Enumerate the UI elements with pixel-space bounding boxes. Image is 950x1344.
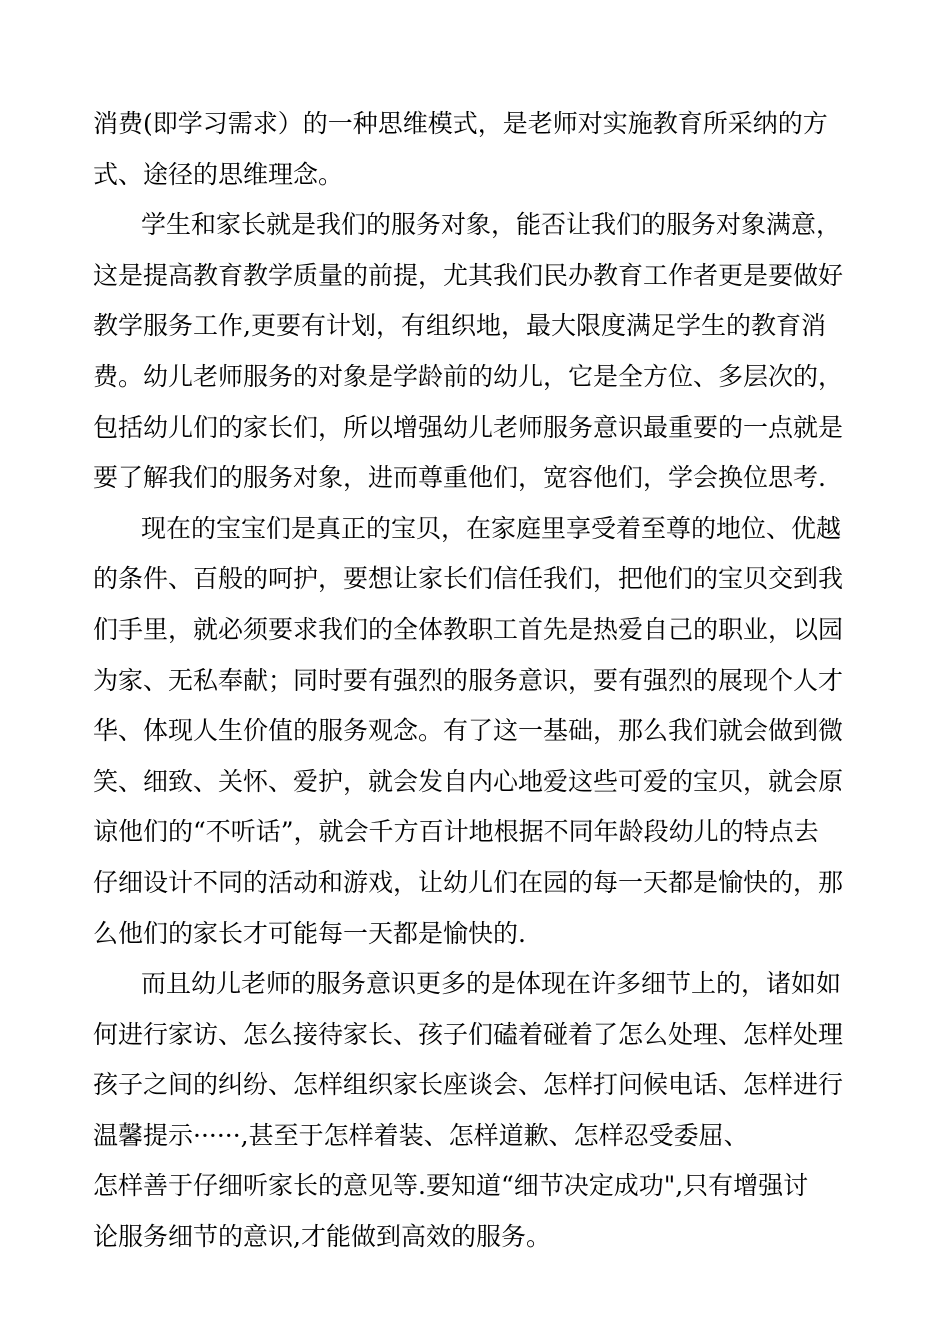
text-line: 们手里，就必须要求我们的全体教职工首先是热爱自己的职业，以园 <box>93 614 844 644</box>
text-line: 式、途径的思维理念。 <box>93 159 344 189</box>
text-line: 学生和家长就是我们的服务对象，能否让我们的服务对象满意， <box>141 210 842 240</box>
text-line: 温馨提示······,甚至于怎样着装、怎样道歉、怎样忍受委屈、 <box>93 1120 749 1150</box>
text-line: 华、体现人生价值的服务观念。有了这一基础，那么我们就会做到微 <box>93 716 844 746</box>
text-line: 为家、无私奉献；同时要有强烈的服务意识，要有强烈的展现个人才 <box>93 665 844 695</box>
text-line: 现在的宝宝们是真正的宝贝，在家庭里享受着至尊的地位、优越 <box>141 513 842 543</box>
text-line: 费。幼儿老师服务的对象是学龄前的幼儿，它是全方位、多层次的， <box>93 361 844 391</box>
text-line: 这是提高教育教学质量的前提，尤其我们民办教育工作者更是要做好 <box>93 260 844 290</box>
text-line: 论服务细节的意识,才能做到高效的服务。 <box>93 1222 551 1252</box>
text-line: 仔细设计不同的活动和游戏，让幼儿们在园的每一天都是愉快的，那 <box>93 867 844 897</box>
text-line: 怎样善于仔细听家长的意见等.要知道“细节决定成功",只有增强讨 <box>93 1171 809 1201</box>
text-line: 笑、细致、关怀、爱护，就会发自内心地爱这些可爱的宝贝，就会原 <box>93 766 844 796</box>
text-line: 的条件、百般的呵护，要想让家长们信任我们，把他们的宝贝交到我 <box>93 564 844 594</box>
text-line: 要了解我们的服务对象，进而尊重他们，宽容他们，学会换位思考. <box>93 463 826 493</box>
text-line: 包括幼儿们的家长们，所以增强幼儿老师服务意识最重要的一点就是 <box>93 412 844 442</box>
paragraph-3 <box>93 504 873 959</box>
document-body <box>93 99 873 1263</box>
text-line: 教学服务工作,更要有计划，有组织地，最大限度满足学生的教育消 <box>93 311 826 341</box>
text-line: 孩子之间的纠纷、怎样组织家长座谈会、怎样打问候电话、怎样进行 <box>93 1070 844 1100</box>
paragraph-2 <box>93 200 873 504</box>
paragraph-1 <box>93 99 873 200</box>
text-line: 消费(即学习需求）的一种思维模式，是老师对实施教育所采纳的方 <box>93 109 828 138</box>
text-line: 么他们的家长才可能每一天都是愉快的. <box>93 918 526 948</box>
text-line: 而且幼儿老师的服务意识更多的是体现在许多细节上的，诸如如 <box>141 969 842 999</box>
text-line: 谅他们的“不听话”，就会千方百计地根据不同年龄段幼儿的特点去 <box>93 817 819 847</box>
text-line: 何进行家访、怎么接待家长、孩子们磕着碰着了怎么处理、怎样处理 <box>93 1019 844 1049</box>
paragraph-4 <box>93 959 873 1263</box>
